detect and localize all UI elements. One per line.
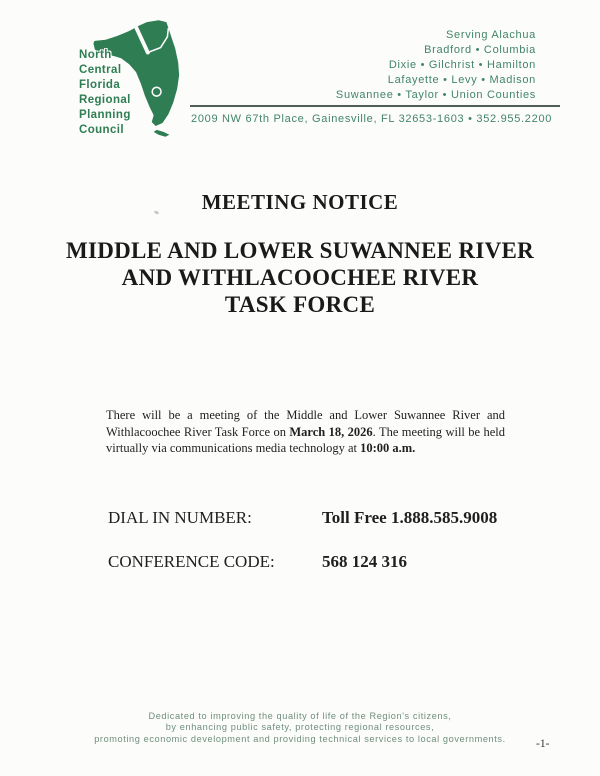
dial-in-number: Toll Free 1.888.585.9008 — [322, 508, 498, 527]
conference-code: 568 124 316 — [322, 552, 407, 571]
header-divider — [190, 105, 560, 107]
org-name-line: North — [79, 49, 112, 61]
paragraph-line — [106, 424, 505, 441]
org-name-line: Regional — [79, 94, 131, 106]
meeting-date: March 18, 2026 — [289, 424, 373, 439]
mission-line: promoting economic development and providing technical services to local governments. — [94, 733, 506, 744]
dial-in-label: DIAL IN NUMBER: — [108, 508, 252, 527]
org-name-line: Council — [79, 124, 124, 136]
task-force-title — [0, 237, 600, 318]
serving-line: Dixie • Gilchrist • Hamilton — [388, 59, 536, 71]
mission-line: Dedicated to improving the quality of life of the Region's citizens, — [148, 711, 452, 721]
paragraph-line — [106, 440, 505, 457]
address-line: 2009 NW 67th Place, Gainesville, FL 32653-1603 • 352.955.2200 — [191, 113, 553, 125]
mission-line: by enhancing public safety, protecting regional resources, — [165, 722, 435, 733]
org-name-line: Planning — [79, 109, 131, 121]
title-line: TASK FORCE — [224, 292, 376, 317]
serving-counties — [336, 28, 536, 103]
page-number: -1- — [536, 738, 550, 750]
meeting-time: 10:00 a.m. — [360, 441, 416, 455]
org-name — [79, 48, 131, 138]
paragraph-line: There will be a meeting of the Middle and Lower Suwannee River and — [106, 408, 505, 422]
serving-line: Serving Alachua — [446, 29, 536, 41]
mission-statement — [0, 711, 600, 745]
org-name-line: Central — [79, 64, 122, 76]
paragraph-text: . The meeting will be held — [372, 424, 506, 439]
paragraph-text: virtually via communications media technology at — [106, 441, 361, 455]
serving-line: Lafayette • Levy • Madison — [387, 74, 536, 86]
org-name-line: Florida — [79, 79, 121, 91]
title-line: MIDDLE AND LOWER SUWANNEE RIVER — [65, 238, 535, 263]
meeting-paragraph — [106, 407, 505, 457]
title-line: AND WITHLACOOCHEE RIVER — [121, 265, 479, 290]
paragraph-text: Withlacoochee River Task Force on — [106, 424, 290, 439]
meeting-notice-heading: MEETING NOTICE — [201, 190, 399, 214]
conference-code-label: CONFERENCE CODE: — [108, 552, 275, 571]
serving-line: Bradford • Columbia — [424, 44, 536, 56]
serving-line: Suwannee • Taylor • Union Counties — [335, 89, 536, 101]
